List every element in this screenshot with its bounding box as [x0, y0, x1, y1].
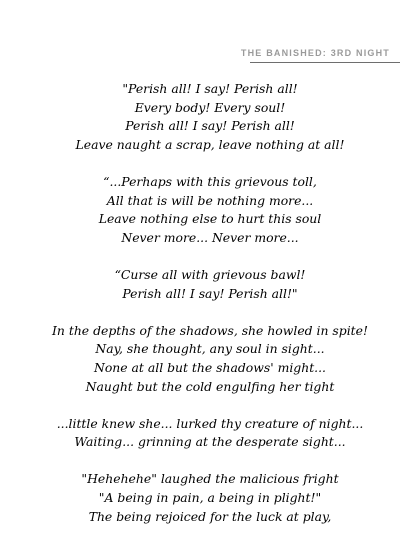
poem-line: None at all but the shadows' might... [93, 359, 327, 375]
stanza [0, 322, 420, 396]
poem-line: Never more... Never more... [121, 229, 299, 245]
poem-line: "Perish all! I say! Perish all! [122, 81, 298, 96]
stanza [0, 470, 420, 526]
poem-line: In the depths of the shadows, she howled in spite! [52, 322, 368, 338]
stanza [0, 173, 420, 247]
stanza [0, 266, 420, 303]
poem-line: "Hehehehe" laughed the malicious fright [81, 471, 339, 487]
poem-line: Perish all! I say! Perish all!" [122, 285, 298, 301]
poem-line: The being rejoiced for the luck at play, [88, 508, 332, 524]
stanza [0, 415, 420, 452]
poem-line: Naught but the cold engulfing her tight [85, 378, 335, 394]
poem-line: Leave naught a scrap, leave nothing at all! [75, 136, 345, 152]
poem-line: “Curse all with grievous bawl! [114, 266, 306, 282]
poem-line: Every body! Every soul! [134, 99, 286, 115]
poem-line: Perish all! I say! Perish all! [125, 118, 295, 134]
poem-line: Waiting... grinning at the desperate sight... [74, 434, 346, 450]
poem [0, 80, 420, 526]
poem-line: ...little knew she... lurked thy creature of night... [56, 415, 364, 431]
poem-line: “...Perhaps with this grievous toll, [103, 173, 317, 189]
poem-line: Nay, she thought, any soul in sight... [95, 341, 325, 357]
poem-line: Leave nothing else to hurt this soul [98, 211, 322, 227]
running-header: THE BANISHED: 3RD NIGHT [240, 48, 390, 58]
header-rule [250, 62, 400, 63]
stanza [0, 80, 420, 154]
poem-line: All that is will be nothing more... [106, 192, 314, 208]
poem-line: "A being in pain, a being in plight!" [98, 490, 322, 506]
